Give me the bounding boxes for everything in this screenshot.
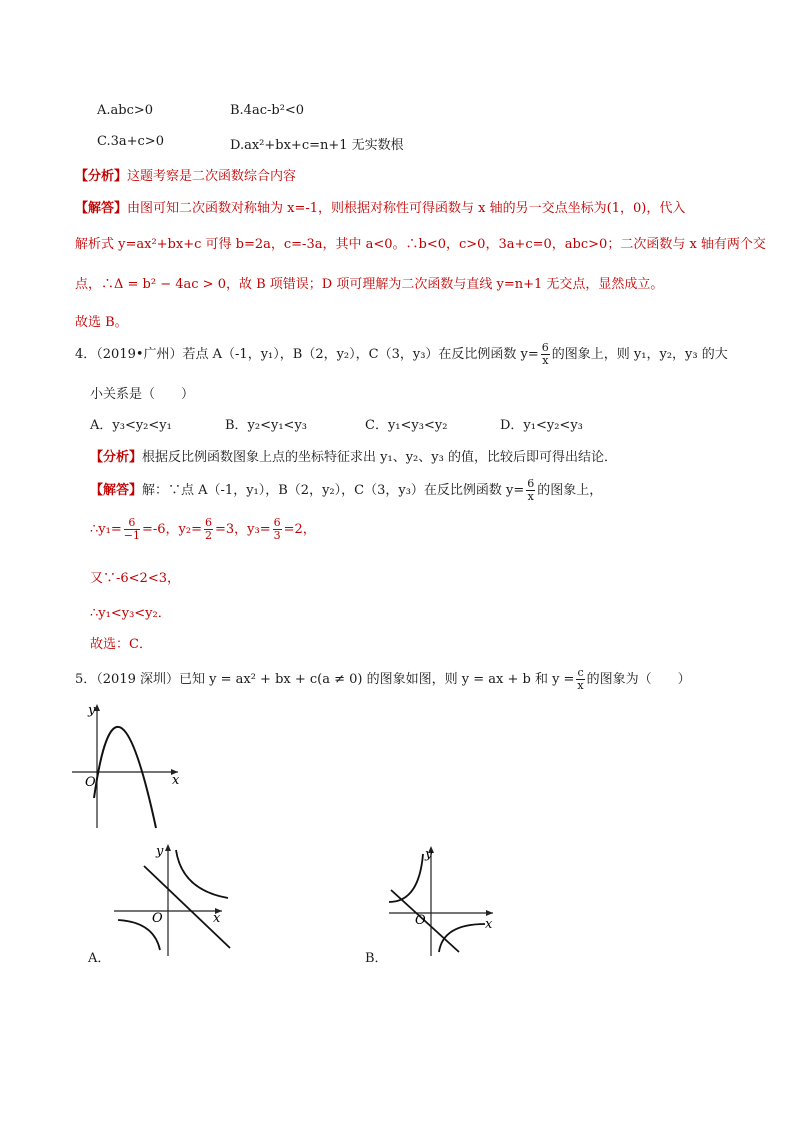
- q3-option-c: C.3a+c>0: [97, 134, 164, 149]
- q5-stem: [75, 667, 691, 692]
- q4-stem-line2: 小关系是（ ）: [90, 387, 195, 402]
- q4-analysis: [90, 446, 617, 465]
- q4-stem-fraction: [541, 342, 550, 367]
- q5-stem-fraction: [576, 667, 584, 692]
- q3-analysis: [75, 165, 296, 184]
- q5-stem-pre: 5．（2019 深圳）已知 y = ax² + bx + c(a ≠ 0) 的图象如图，则 y = ax + b 和 y =: [75, 672, 575, 687]
- q4-answer-pre: 解：∵点 A（-1，y₁），B（2，y₂），C（3，y₃）在反比例函数 y=: [142, 483, 525, 498]
- q5-graph-a: [110, 838, 240, 958]
- q4-calc-r3: =2，: [283, 522, 316, 537]
- q4-calc-frac2-den: 2: [204, 529, 212, 542]
- q4-choose: 故选：C．: [90, 637, 152, 652]
- q4-answer-post: 的图象上，: [537, 483, 603, 498]
- q5-graph-a-label: A．: [88, 951, 111, 966]
- q4-option-d: D．y₁<y₂<y₃: [500, 418, 583, 433]
- q3-answer-line1: [75, 197, 685, 216]
- q4-calc-frac3-num: 6: [273, 516, 281, 529]
- x-axis-label: x: [485, 917, 493, 932]
- q5-frac-num: c: [577, 666, 584, 679]
- q3-option-b: B.4ac-b²<0: [230, 103, 305, 118]
- q4-answer-frac-num: 6: [527, 477, 535, 490]
- hyperbola-branch-q2: [389, 854, 423, 902]
- q4-calc-y1: ∴y₁=: [90, 522, 122, 537]
- q4-option-a: A．y₃<y₂<y₁: [90, 418, 172, 433]
- q5-graph-b-label: B．: [365, 951, 388, 966]
- parabola-curve: [94, 727, 156, 828]
- q4-stem-frac-den: x: [542, 354, 549, 367]
- origin-label: O: [415, 913, 426, 928]
- q4-result-line: ∴y₁<y₃<y₂．: [90, 606, 171, 621]
- q4-answer: [90, 478, 602, 503]
- q3-answer-line3: 点，∴Δ = b² − 4ac > 0，故 B 项错误；D 项可理解为二次函数与直线 y=n+1 无交点，显然成立。: [75, 277, 664, 292]
- q4-calc-r1: =-6，y₂=: [141, 522, 202, 537]
- q4-calc-frac1: [124, 517, 140, 542]
- line-graph: [144, 866, 230, 948]
- q4-stem-pre: 4．（2019•广州）若点 A（-1，y₁），B（2，y₂），C（3，y₃）在反比例函数 y=: [75, 347, 539, 362]
- q3-choose: 故选 B。: [75, 315, 128, 330]
- x-axis-label: x: [213, 911, 221, 926]
- q3-answer-line2: 解析式 y=ax²+bx+c 可得 b=2a，c=-3a，其中 a<0。∴b<0，c>0，3a+c=0，abc>0；二次函数与 x 轴有两个交: [75, 237, 766, 252]
- y-axis-label: y: [156, 844, 164, 859]
- q4-option-c: C．y₁<y₃<y₂: [365, 418, 448, 433]
- q3-analysis-tag: 【分析】: [75, 169, 128, 184]
- q4-stem-post: 的图象上，则 y₁，y₂，y₃ 的大: [551, 347, 728, 362]
- q4-answer-fraction: [526, 478, 535, 503]
- q4-calc-frac3-den: 3: [273, 529, 281, 542]
- q5-frac-den: x: [577, 679, 584, 692]
- q4-stem-frac-num: 6: [541, 341, 549, 354]
- origin-label: O: [85, 775, 96, 790]
- x-axis-label: x: [172, 773, 180, 788]
- y-axis-label: y: [88, 703, 96, 718]
- hyperbola-branch-q1: [176, 850, 228, 898]
- q5-graph-b: [385, 840, 505, 958]
- q3-analysis-text: 这题考察是二次函数综合内容: [127, 169, 297, 184]
- q4-calc-r2: =3，y₃=: [214, 522, 271, 537]
- q4-answer-frac-den: x: [527, 490, 534, 503]
- q4-calc-line: [90, 517, 316, 542]
- q4-calc-frac1-num: 6: [124, 517, 140, 530]
- hyperbola-branch-q4: [439, 924, 485, 952]
- origin-label: O: [152, 911, 163, 926]
- q5-parabola-graph: [68, 700, 188, 830]
- x-axis-arrow: [486, 910, 493, 916]
- y-axis-arrow: [165, 844, 171, 851]
- q3-answer-tag: 【解答】: [75, 201, 128, 216]
- q3-answer-text1: 由图可知二次函数对称轴为 x=-1，则根据对称性可得函数与 x 轴的另一交点坐标为(1，0)，代入: [127, 201, 686, 216]
- q4-calc-frac2-num: 6: [204, 516, 212, 529]
- q4-analysis-tag: 【分析】: [90, 450, 143, 465]
- q4-option-b: B．y₂<y₁<y₃: [225, 418, 308, 433]
- q4-stem-line1: [75, 342, 728, 367]
- q4-again-line: 又∵-6<2<3，: [90, 571, 180, 586]
- q4-answer-tag: 【解答】: [90, 483, 143, 498]
- q4-calc-frac1-den: −1: [123, 529, 140, 542]
- q3-option-a: A.abc>0: [97, 103, 154, 118]
- q4-calc-frac2: [204, 517, 213, 542]
- q4-calc-frac3: [273, 517, 282, 542]
- q5-stem-post: 的图象为（ ）: [586, 672, 691, 687]
- q3-option-d: D.ax²+bx+c=n+1 无实数根: [230, 138, 404, 153]
- y-axis-label: y: [425, 847, 433, 862]
- q4-analysis-text: 根据反比例函数图象上点的坐标特征求出 y₁、y₂、y₃ 的值，比较后即可得出结论．: [142, 450, 617, 465]
